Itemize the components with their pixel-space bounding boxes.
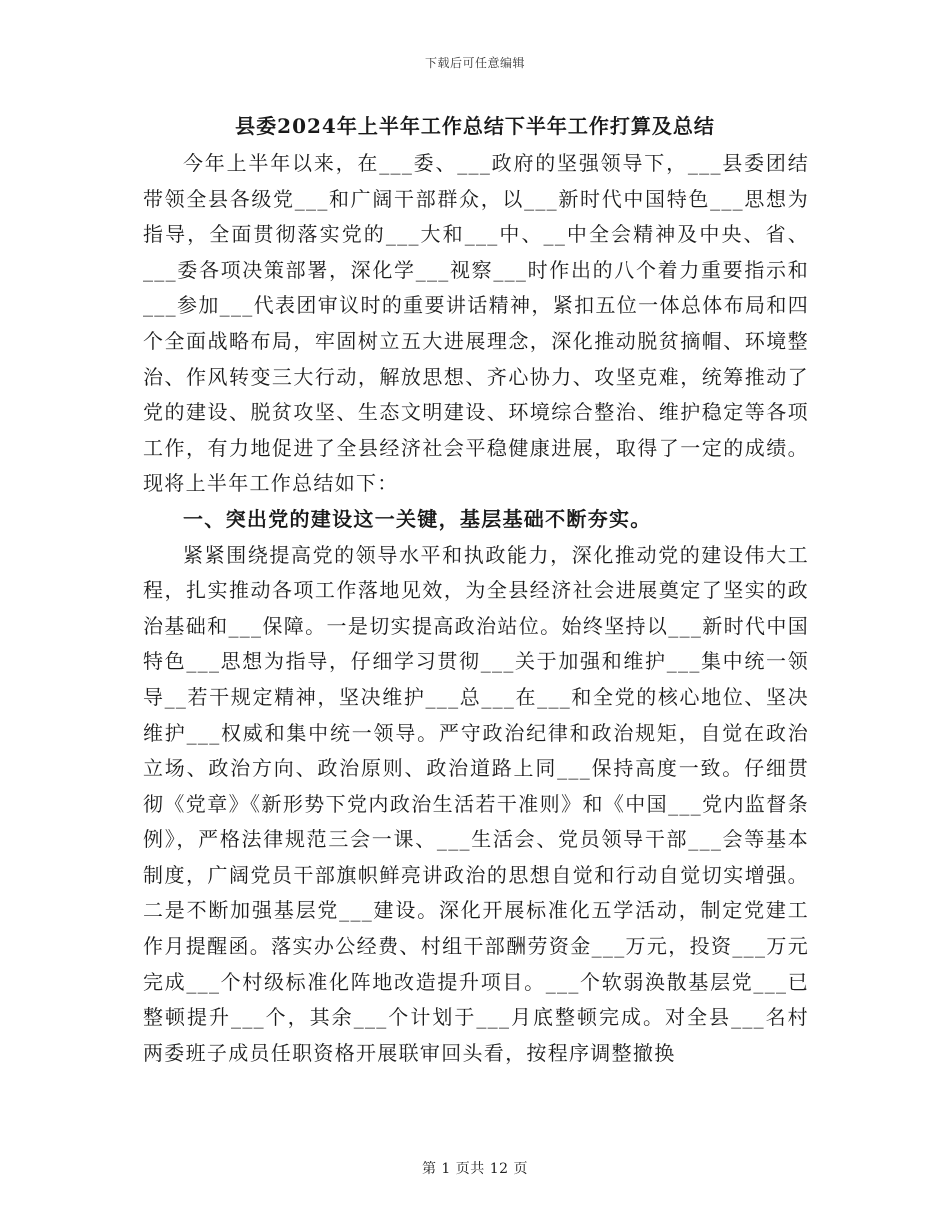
document-body (143, 146, 809, 1071)
page-footer: 第 1 页共 12 页 (421, 1161, 529, 1177)
paragraph-intro: 今年上半年以来，在___委、___政府的坚强领导下，___县委团结带领全县各级党___和广阔干部群众，以___新时代中国特色___思想为指导，全面贯彻落实党的___大和___中、__中全会精神及中央、省、___委各项决策部署，深化学___视察___时作出的八个着力重要指示和___参加___代表团审议时的重要讲话精神，紧扣五位一体总体布局和四个全面战略布局，牢固树立五大进展理念，深化推动脱贫摘帽、环境整治、作风转变三大行动，解放思想、齐心协力、攻坚克难，统筹推动了党的建设、脱贫攻坚、生态文明建设、环境综合整治、维护稳定等各项工作，有力地促进了全县经济社会平稳健康进展，取得了一定的成绩。现将上半年工作总结如下： (143, 151, 809, 496)
document-title: 县委2024年上半年工作总结下半年工作打算及总结 (235, 114, 715, 138)
section-heading-1: 一、突出党的建设这一关键，基层基础不断夯实。 (183, 506, 652, 531)
paragraph-section-1: 紧紧围绕提高党的领导水平和执政能力，深化推动党的建设伟大工程，扎实推动各项工作落地见效，为全县经济社会进展奠定了坚实的政治基础和___保障。一是切实提高政治站位。始终坚持以___新时代中国特色___思想为指导，仔细学习贯彻___关于加强和维护___集中统一领导__若干规定精神，坚决维护___总___在___和全党的核心地位、坚决维护___权威和集中统一领导。严守政治纪律和政治规矩，自觉在政治立场、政治方向、政治原则、政治道路上同___保持高度一致。仔细贯彻《党章》《新形势下党内政治生活若干准则》和《中国___党内监督条例》，严格法律规范三会一课、___生活会、党员领导干部___会等基本制度，广阔党员干部旗帜鲜亮讲政治的思想自觉和行动自觉切实增强。二是不断加强基层党___建设。深化开展标准化五学活动，制定党建工作月提醒函。落实办公经费、村组干部酬劳资金___万元，投资___万元完成___个村级标准化阵地改造提升项目。___个软弱涣散基层党___已整顿提升___个，其余___个计划于___月底整顿完成。对全县___名村两委班子成员任职资格开展联审回头看，按程序调整撤换 (143, 542, 809, 1065)
page-header: 下载后可任意编辑 (424, 56, 525, 70)
